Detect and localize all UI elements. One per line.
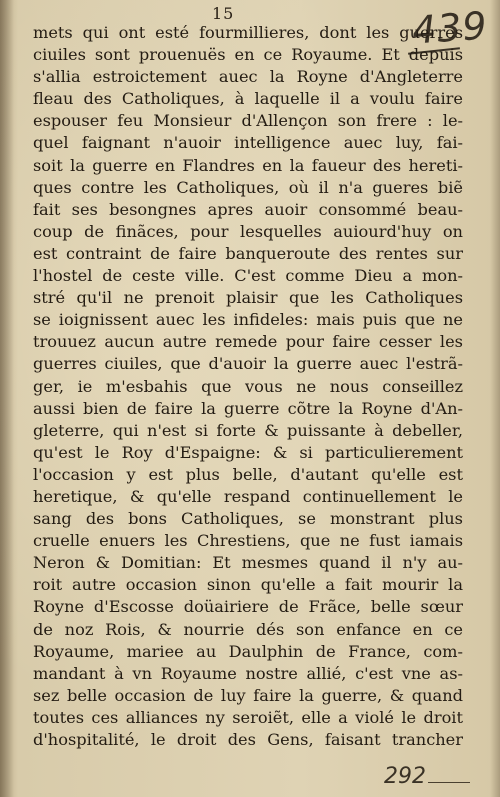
text-line: de noz Rois, & nourrie dés son enfance en ce (33, 619, 463, 639)
text-line: soit la guerre en Flandres en la faueur des hereti- (33, 155, 463, 175)
text-line: guerres ciuiles, que d'auoir la guerre auec l'estrã- (33, 354, 463, 374)
text-line: ques contre les Catholiques, où il n'a gueres biẽ (33, 177, 463, 197)
text-line: l'hostel de ceste ville. C'est comme Dieu a mon- (33, 266, 463, 286)
text-line: d'hospitalité, le droit des Gens, faisant trancher (33, 730, 463, 749)
text-line: cruelle enuers les Chrestiens, que ne fust iamais (33, 531, 463, 551)
text-line: trouuez aucun autre remede pour faire cesser les (33, 332, 463, 352)
text-line: gleterre, qui n'est si forte & puissante à debeller, (33, 420, 463, 440)
text-line: sang des bons Catholiques, se monstrant plus (33, 509, 463, 529)
text-line: sez belle occasion de luy faire la guerre, & quand (33, 685, 463, 705)
text-line: Royne d'Escosse doüairiere de Frãce, belle sœur (33, 597, 463, 617)
text-line: toutes ces alliances ny seroiẽt, elle a violé le droit (33, 707, 463, 727)
gutter-shadow (0, 0, 14, 797)
text-line: ger, ie m'esbahis que vous ne nous conseillez (33, 376, 463, 396)
text-line: Royaume, mariee au Daulphin de France, com- (33, 641, 463, 661)
text-line: mandant à vn Royaume nostre allié, c'est vne as- (33, 663, 463, 683)
handwritten-folio-number: 439 (410, 3, 489, 53)
bottom-number-underline (428, 782, 470, 783)
text-line: aussi bien de faire la guerre cõtre la Royne d'An- (33, 398, 463, 418)
text-line: roit autre occasion sinon qu'elle a fait mourir la (33, 575, 463, 595)
text-line: s'allia estroictement auec la Royne d'Angleterre (33, 67, 463, 87)
text-line: fait ses besongnes apres auoir consommé beau- (33, 199, 463, 219)
body-text (33, 22, 463, 751)
handwritten-bottom-number: 292 (384, 764, 426, 789)
page-number: 15 (212, 4, 235, 23)
text-line: mets qui ont esté fourmillieres, dont les guerres (33, 23, 463, 42)
text-line: est contraint de faire banqueroute des rentes sur (33, 243, 463, 263)
text-line: qu'est le Roy d'Espaigne: & si particulierement (33, 442, 463, 462)
text-line: Neron & Domitian: Et mesmes quand il n'y au- (33, 553, 463, 573)
text-line: l'occasion y est plus belle, d'autant qu'elle est (33, 464, 463, 484)
text-line: heretique, & qu'elle respand continuellement le (33, 486, 463, 506)
text-line: se ioignissent auec les infideles: mais puis que ne (33, 310, 463, 330)
text-line: coup de finãces, pour lesquelles auiourd'huy on (33, 221, 463, 241)
text-line: ciuiles sont prouenuës en ce Royaume. Et depuis (33, 45, 463, 65)
text-line: stré qu'il ne prenoit plaisir que les Catholiques (33, 288, 463, 308)
text-line: fleau des Catholiques, à laquelle il a voulu faire (33, 89, 463, 109)
text-line: quel faignant n'auoir intelligence auec luy, fai- (33, 133, 463, 153)
page-edge-shadow (490, 0, 500, 797)
text-line: espouser feu Monsieur d'Allençon son frere : le- (33, 111, 463, 131)
